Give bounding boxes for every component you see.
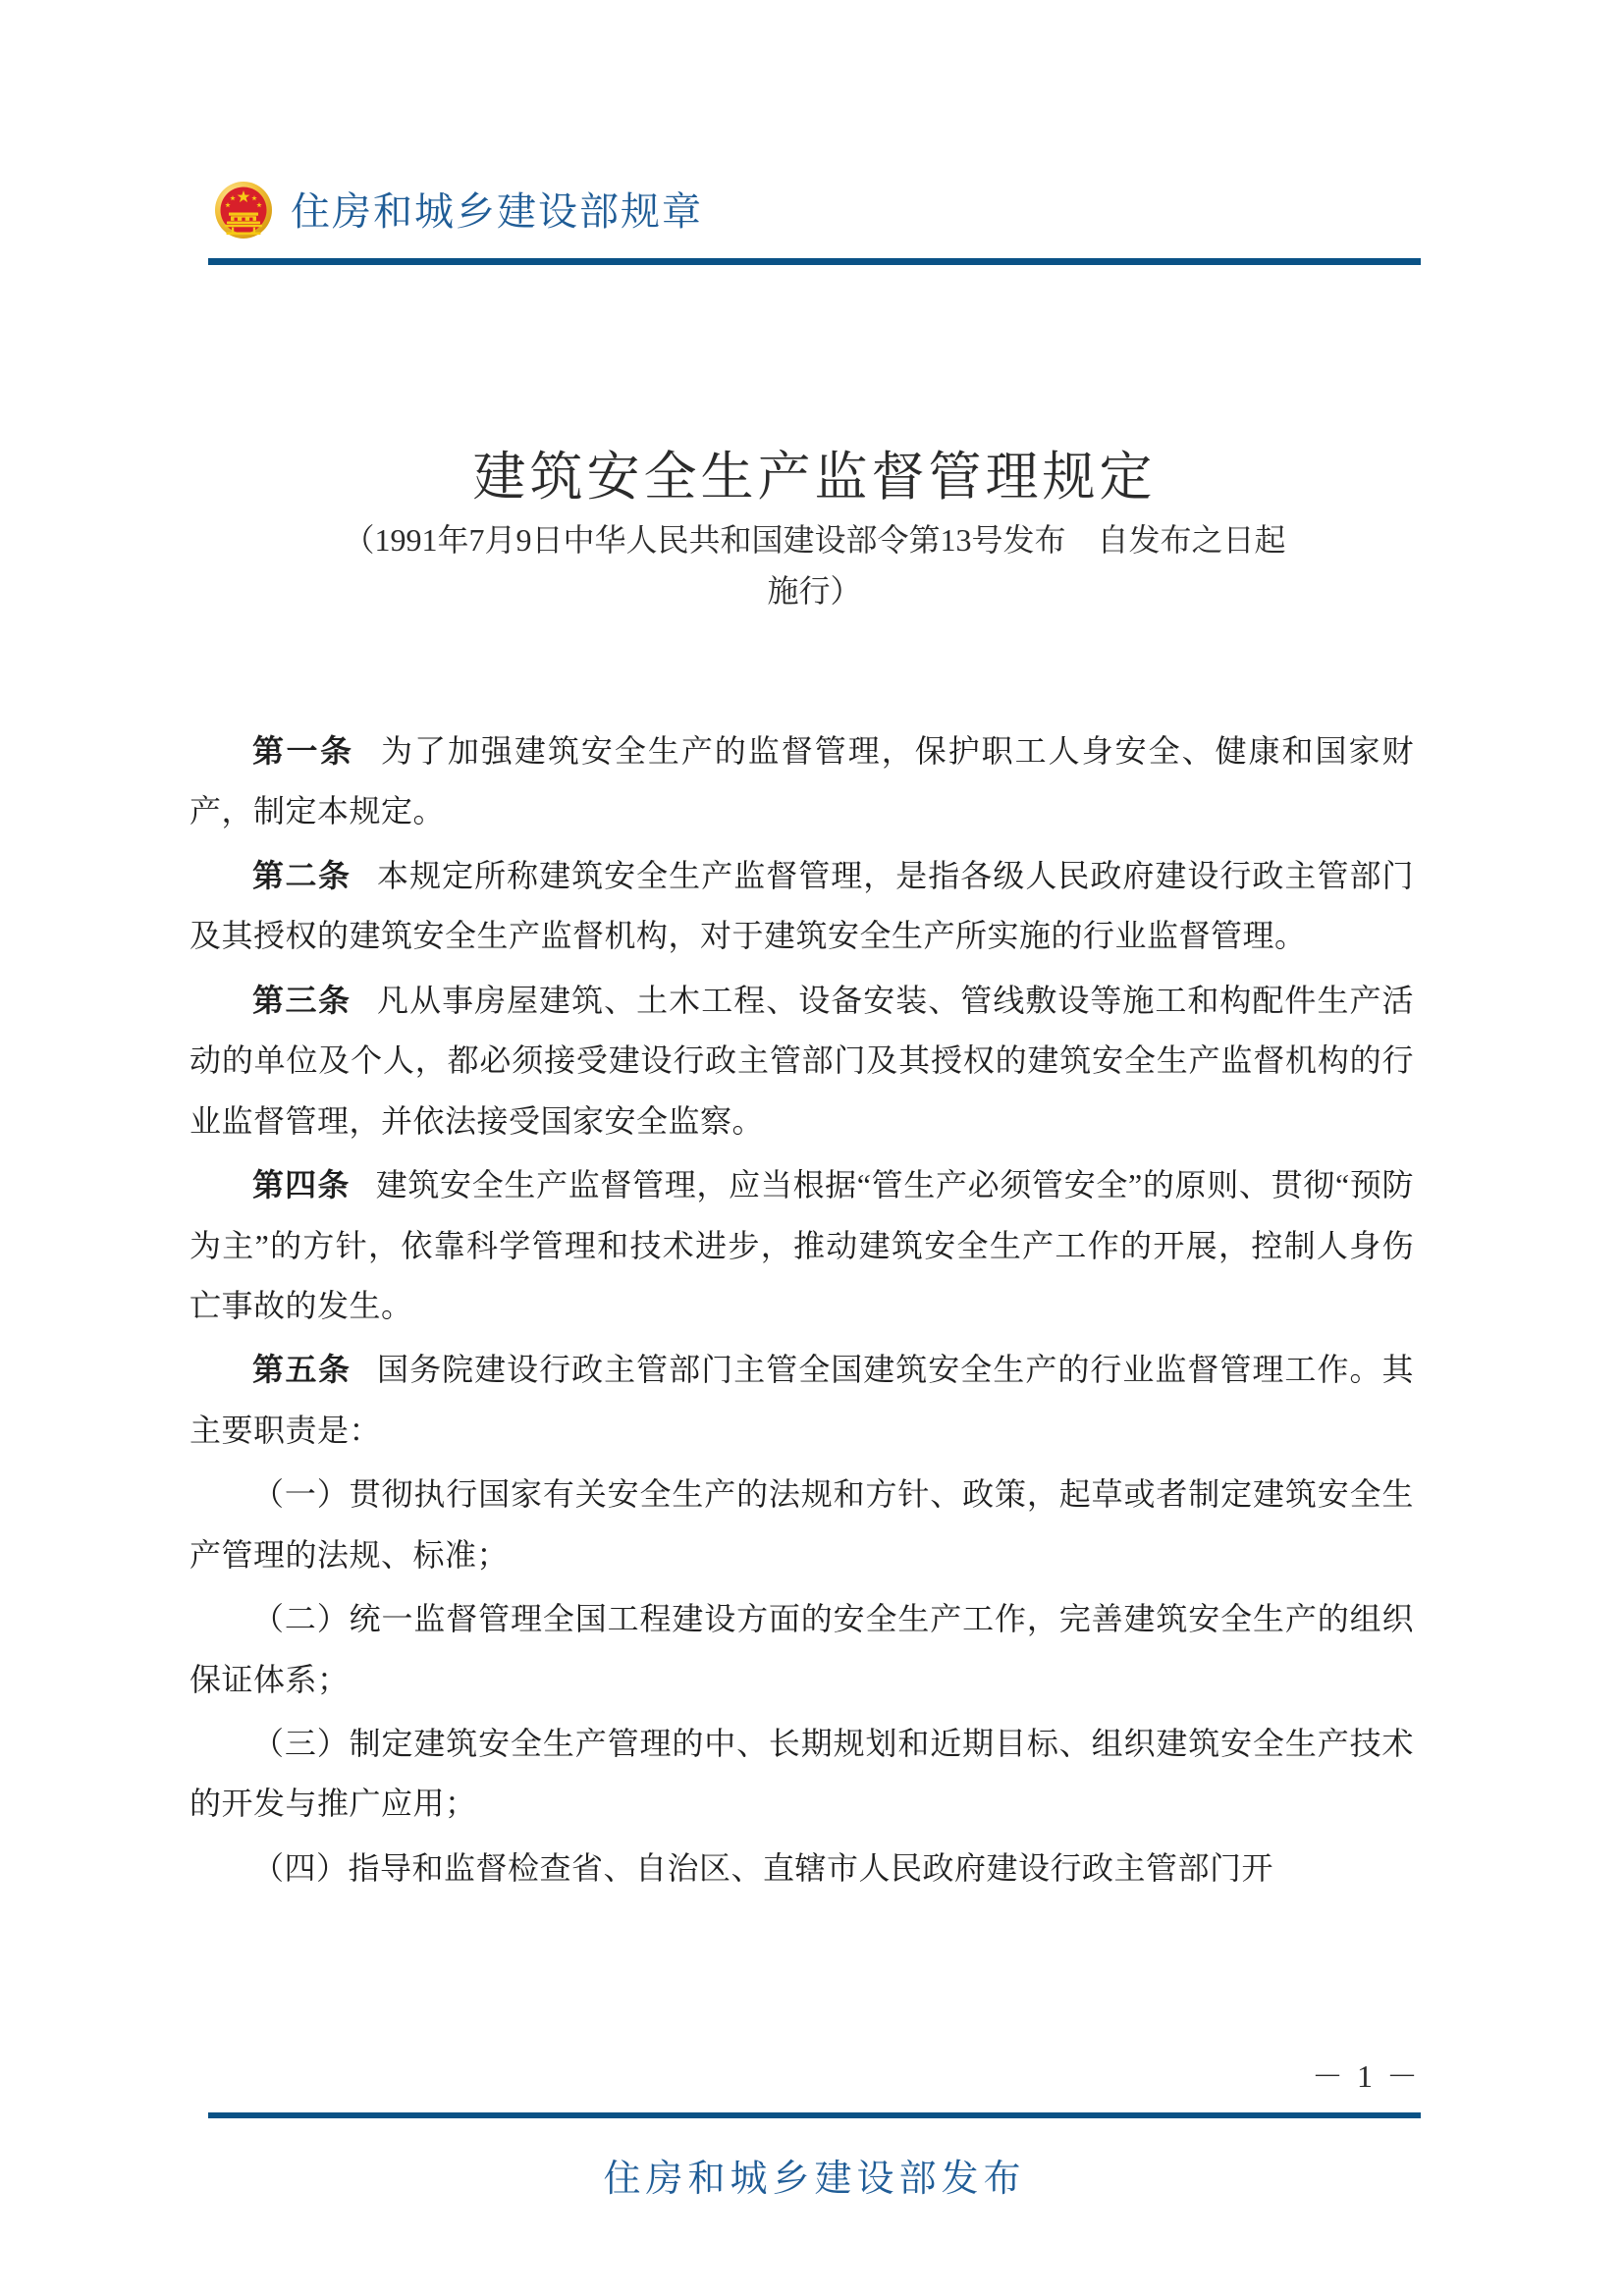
footer-divider-rule <box>208 2112 1421 2118</box>
article-paragraph <box>189 1340 1414 1461</box>
promulgation-line-1: （1991年7月9日中华人民共和国建设部令第13号发布 自发布之日起 <box>343 522 1286 558</box>
article-text: 为了加强建筑安全生产的监督管理，保护职工人身安全、健康和国家财产，制定本规定。 <box>189 733 1414 829</box>
article-subitem: （二）统一监督管理全国工程建设方面的安全生产工作，完善建筑安全生产的组织保证体系； <box>189 1601 1414 1697</box>
document-header <box>208 165 1421 258</box>
page-title: 建筑安全生产监督管理规定 <box>472 448 1157 507</box>
document-promulgation-note <box>208 515 1421 617</box>
document-body <box>189 721 1414 1902</box>
header-title: 住房和城乡建设部规章 <box>291 188 703 234</box>
article-label: 第三条 <box>252 982 352 1018</box>
article-text: 建筑安全生产监督管理，应当根据“管生产必须管安全”的原则、贯彻“预防为主”的方针，依靠科学管理和技术进步，推动建筑安全生产工作的开展，控制人身伤亡事故的发生。 <box>189 1167 1414 1323</box>
article-subitem: （四）指导和监督检查省、自治区、直辖市人民政府建设行政主管部门开 <box>252 1849 1274 1886</box>
article-text: 国务院建设行政主管部门主管全国建筑安全生产的行业监督管理工作。其主要职责是： <box>189 1352 1414 1448</box>
article-text: 本规定所称建筑安全生产监督管理，是指各级人民政府建设行政主管部门及其授权的建筑安全生产监督机构，对于建筑安全生产所实施的行业监督管理。 <box>189 857 1414 954</box>
article-subitem: （三）制定建筑安全生产管理的中、长期规划和近期目标、组织建筑安全生产技术的开发与推广应用； <box>189 1726 1414 1822</box>
article-label: 第二条 <box>252 857 352 893</box>
article-label: 第五条 <box>252 1352 352 1388</box>
article-paragraph <box>189 1155 1414 1336</box>
article-paragraph <box>189 971 1414 1151</box>
page-number: － 1 － <box>1311 2058 1421 2094</box>
article-text: 凡从事房屋建筑、土木工程、设备安装、管线敷设等施工和构配件生产活动的单位及个人，都必须接受建设行政主管部门及其授权的建筑安全生产监督机构的行业监督管理，并依法接受国家安全监察。 <box>189 982 1414 1139</box>
article-subitem: （一）贯彻执行国家有关安全生产的法规和方针、政策，起草或者制定建筑安全生产管理的法规、标准； <box>189 1476 1414 1573</box>
header-divider-rule <box>208 258 1421 265</box>
footer-issuer: 住房和城乡建设部发布 <box>603 2159 1026 2200</box>
article-label: 第四条 <box>252 1167 351 1203</box>
article-paragraph <box>189 721 1414 842</box>
article-paragraph <box>189 846 1414 967</box>
article-label: 第一条 <box>252 733 354 769</box>
national-emblem-icon <box>208 177 279 247</box>
promulgation-line-2: 施行） <box>767 572 862 609</box>
